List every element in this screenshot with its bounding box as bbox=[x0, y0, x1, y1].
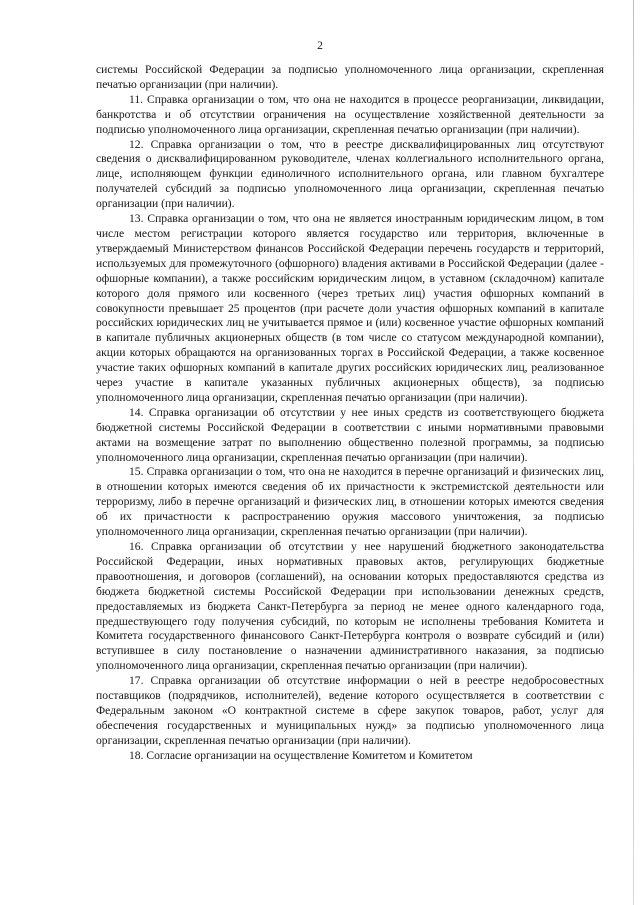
scan-edge bbox=[633, 0, 634, 905]
paragraph-14: 14. Справка организации об отсутствии у нее иных средств из соответствующего бюджета бюджетной системы Российской Федерации в соответствии с иными нормативными правовыми актами на возмещение затрат по выполнению общественно полезной программы, за подписью уполномоченного лица организации, скрепленная печатью организации (при наличии). bbox=[96, 405, 604, 464]
paragraph-15: 15. Справка организации о том, что она не находится в перечне организаций и физических лиц, в отношении которых имеются сведения об их причастности к экстремистской деятельности или терроризму, либо в перечне организаций и физических лиц, в отношении которых имеются сведения об их причастности к распространению оружия массового уничтожения, за подписью уполномоченного лица организации, скрепленная печатью организации (при наличии). bbox=[96, 465, 604, 539]
paragraph-continuation: системы Российской Федерации за подписью уполномоченного лица организации, скрепленная печатью организации (при наличии). bbox=[96, 63, 604, 91]
paragraph-13: 13. Справка организации о том, что она не является иностранным юридическим лицом, в том числе местом регистрации которого является государство или территория, включенные в утверждаемый Министерством финансов Российской Федерации перечень государств и территорий, используемых для промежуточного (офшорного) владения активами в Российской Федерации (далее - офшорные компании), а также российским юридическим лицом, в уставном (складочном) капитале которого доля прямого или косвенного (через третьих лиц) участия офшорных компаний в совокупности превышает 25 процентов (при расчете доли участия офшорных компаний в капитале российских юридических лиц не учитывается прямое и (или) косвенное участие офшорных компаний в капитале публичных акционерных обществ (в том числе со статусом международной компании), акции которых обращаются на организованных торгах в Российской Федерации, а также косвенное участие таких офшорных компаний в капитале других российских юридических лиц, реализованное через участие в капитале указанных публичных акционерных обществ), за подписью уполномоченного лица организации, скрепленная печатью организации (при наличии). bbox=[96, 212, 604, 404]
paragraph-18: 18. Согласие организации на осуществление Комитетом и Комитетом bbox=[129, 748, 473, 762]
document-body bbox=[96, 63, 604, 764]
paragraph-16: 16. Справка организации об отсутствии у нее нарушений бюджетного законодательства Российской Федерации, иных нормативных правовых актов, регулирующих бюджетные правоотношения, и договоров (соглашений), на основании которых предоставляются средства из бюджета бюджетной системы Российской Федерации при использовании денежных средств, предоставляемых из бюджета Санкт-Петербурга за период не менее одного календарного года, предшествующего году получения субсидий, по которым не исполнены требования Комитета и Комитета государственного финансового Санкт-Петербурга контроля о возврате субсидий и (или) вступившее в силу постановление о назначении административного наказания, за подписью уполномоченного лица организации, скрепленная печатью организации (при наличии). bbox=[96, 540, 604, 673]
paragraph-12: 12. Справка организации о том, что в реестре дисквалифицированных лиц отсутствуют сведения о дисквалифицированном руководителе, членах коллегиального исполнительного органа, лице, исполняющем функции единоличного исполнительного органа, или главном бухгалтере получателей субсидий за подписью уполномоченного лица организации, скрепленная печатью организации (при наличии). bbox=[96, 137, 604, 211]
paragraph-11: 11. Справка организации о том, что она не находится в процессе реорганизации, ликвидации, банкротства и об отсутствии ограничения на осуществление хозяйственной деятельности за подписью уполномоченного лица организации, скрепленная печатью организации (при наличии). bbox=[96, 92, 604, 136]
paragraph-17: 17. Справка организации об отсутствие информации о ней в реестре недобросовестных поставщиков (подрядчиков, исполнителей), ведение которого осуществляется в соответствии с Федеральным законом «О контрактной системе в сфере закупок товаров, работ, услуг для обеспечения государственных и муниципальных нужд» за подписью уполномоченного лица организации, скрепленная печатью организации (при наличии). bbox=[96, 674, 604, 747]
page-number: 2 bbox=[317, 40, 323, 52]
